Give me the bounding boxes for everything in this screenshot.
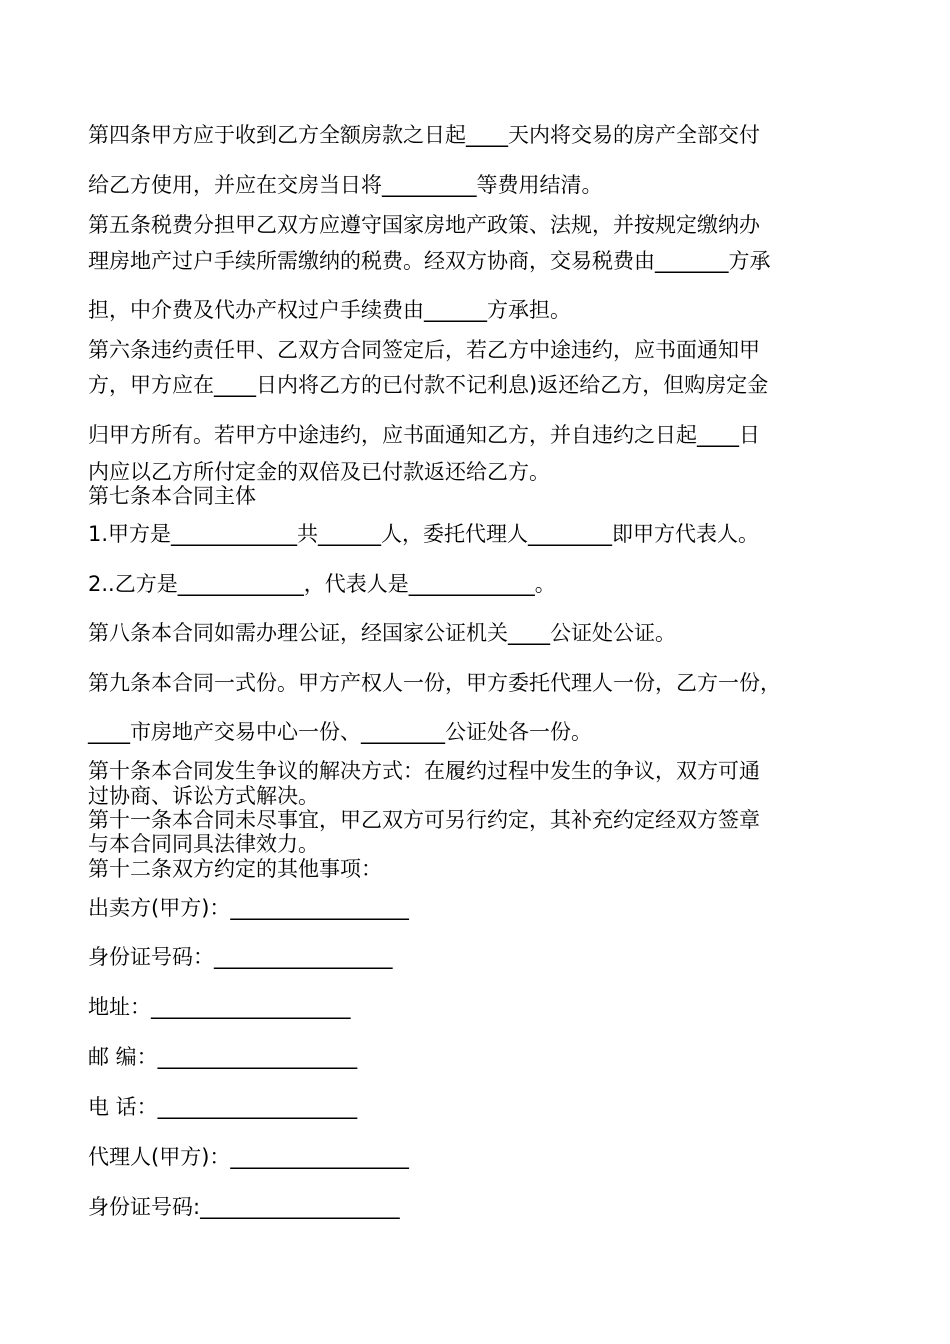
seller-address-field: 地址：___________________ bbox=[88, 995, 351, 1019]
article-9-line-1: 第九条本合同一式份。甲方产权人一份，甲方委托代理人一份，乙方一份， bbox=[88, 671, 781, 695]
seller-id-field: 身份证号码：_________________ bbox=[88, 945, 393, 969]
seller-phone-field: 电 话：___________________ bbox=[88, 1095, 358, 1119]
article-12-heading: 第十二条双方约定的其他事项： bbox=[88, 857, 382, 881]
article-5-line-2: 理房地产过户手续所需缴纳的税费。经双方协商，交易税费由_______方承 bbox=[88, 249, 771, 273]
article-6-line-3: 归甲方所有。若甲方中途违约，应书面通知乙方，并自违约之日起____日 bbox=[88, 423, 760, 447]
article-9-line-2: ____市房地产交易中心一份、________公证处各一份。 bbox=[88, 720, 592, 744]
seller-agent-id-field: 身份证号码:___________________ bbox=[88, 1195, 400, 1219]
article-7-heading: 第七条本合同主体 bbox=[88, 484, 256, 508]
seller-field: 出卖方(甲方)：_________________ bbox=[88, 896, 409, 920]
article-4-line-2: 给乙方使用，并应在交房当日将_________等费用结清。 bbox=[88, 173, 603, 197]
article-10-line-1: 第十条本合同发生争议的解决方式：在履约过程中发生的争议，双方可通 bbox=[88, 759, 760, 783]
article-6-line-2: 方，甲方应在____日内将乙方的已付款不记利息)返还给乙方，但购房定金 bbox=[88, 373, 769, 397]
article-5-line-3: 担，中介费及代办产权过户手续费由______方承担。 bbox=[88, 298, 571, 322]
article-6-line-4: 内应以乙方所付定金的双倍及已付款返还给乙方。 bbox=[88, 460, 550, 484]
article-8-line: 第八条本合同如需办理公证，经国家公证机关____公证处公证。 bbox=[88, 621, 676, 645]
article-7-party-a: 1.甲方是____________共______人，委托代理人________即甲方代表人。 bbox=[88, 522, 760, 546]
article-4-line-1: 第四条甲方应于收到乙方全额房款之日起____天内将交易的房产全部交付 bbox=[88, 123, 760, 147]
article-11-line-2: 与本合同同具法律效力。 bbox=[88, 832, 319, 856]
article-11-line-1: 第十一条本合同未尽事宜，甲乙双方可另行约定，其补充约定经双方签章 bbox=[88, 808, 760, 832]
article-5-line-1: 第五条税费分担甲乙双方应遵守国家房地产政策、法规，并按规定缴纳办 bbox=[88, 213, 760, 237]
article-6-line-1: 第六条违约责任甲、乙双方合同签定后，若乙方中途违约，应书面通知甲 bbox=[88, 338, 760, 362]
article-10-line-2: 过协商、诉讼方式解决。 bbox=[88, 784, 319, 808]
seller-postcode-field: 邮 编：___________________ bbox=[88, 1045, 358, 1069]
seller-agent-field: 代理人(甲方)：_________________ bbox=[88, 1145, 409, 1169]
article-7-party-b: 2..乙方是____________，代表人是____________。 bbox=[88, 572, 556, 596]
